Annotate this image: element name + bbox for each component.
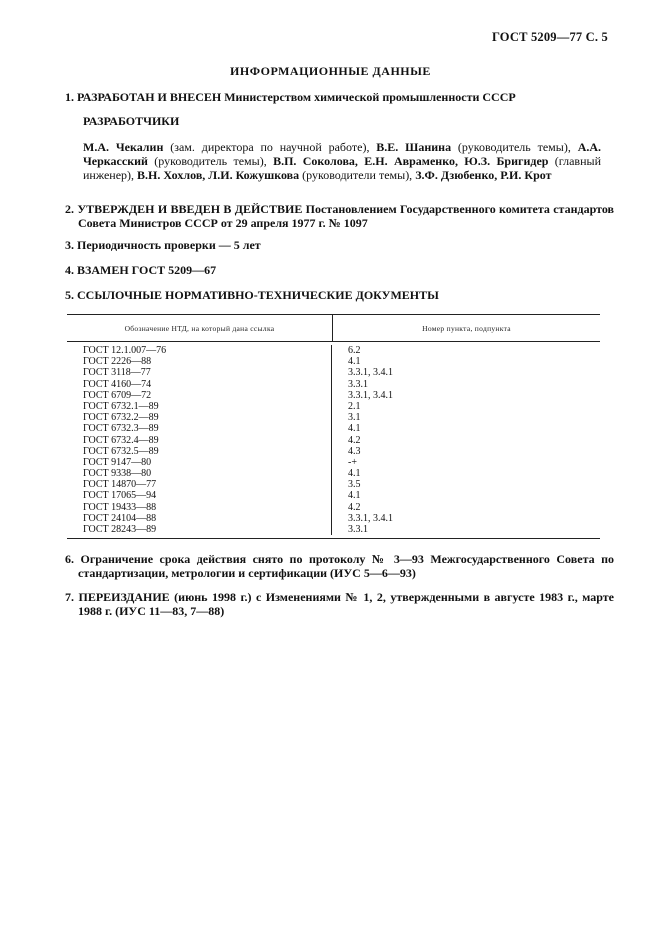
item-7-text: ПЕРЕИЗДАНИЕ (июнь 1998 г.) с Изменениями № 1, 2, утвержденными в августе 1983 г., марте 1988 г. (ИУС 11—83, 7—88) [78, 590, 615, 618]
reference-documents-table [67, 314, 600, 539]
developer-name: М.А. Чекалин [83, 140, 164, 154]
developers-heading: РАЗРАБОТЧИКИ [83, 114, 180, 128]
developers-list [83, 140, 601, 182]
table-cell-clause: 3.3.1, 3.4.1 [348, 512, 393, 524]
developer-role: (руководители темы), [299, 168, 416, 182]
item-7-number: 7. [65, 590, 74, 604]
item-5-text: ССЫЛОЧНЫЕ НОРМАТИВНО-ТЕХНИЧЕСКИЕ ДОКУМЕНТЫ [77, 288, 439, 302]
table-cell-clause: 4.1 [348, 356, 361, 368]
developer-name: В.Н. Хохлов, Л.И. Кожушкова [137, 168, 300, 182]
item-4-number: 4. [65, 263, 74, 277]
developer-name: В.Е. Шанина [376, 140, 452, 154]
table-cell-document: ГОСТ 6732.1—89 [83, 400, 159, 412]
table-cell-document: ГОСТ 6732.4—89 [83, 434, 159, 446]
item-6-text: Ограничение срока действия снято по протоколу № 3—93 Межгосударственного Совета по стандартизации, метрологии и сертификации (ИУС 5—6—93) [78, 552, 614, 580]
item-4-text: ВЗАМЕН ГОСТ 5209—67 [77, 263, 217, 277]
page-header-code: ГОСТ 5209—77 С. 5 [491, 30, 608, 44]
developer-role: (главный инженер), [83, 154, 601, 182]
table-cell-document: ГОСТ 6732.5—89 [83, 445, 159, 457]
table-cell-clause: 3.3.1 [348, 378, 368, 390]
item-2-bold: УТВЕРЖДЕН И ВВЕДЕН В ДЕЙСТВИЕ [77, 202, 303, 216]
table-cell-document: ГОСТ 12.1.007—76 [83, 345, 167, 356]
table-cell-document: ГОСТ 2226—88 [83, 356, 152, 368]
table-column-clauses [332, 345, 600, 535]
developer-name: А.А. Черкасский [83, 140, 602, 168]
table-cell-clause: 3.3.1 [348, 524, 368, 535]
table-cell-clause: 4.1 [348, 490, 361, 502]
table-cell-clause: 6.2 [348, 345, 361, 356]
table-cell-clause: -+ [348, 456, 357, 468]
table-cell-clause: 4.2 [348, 501, 361, 513]
item-5-references [65, 288, 601, 302]
table-cell-clause: 3.3.1, 3.4.1 [348, 389, 393, 401]
item-4-replaces [65, 263, 601, 277]
table-cell-document: ГОСТ 6709—72 [83, 389, 152, 401]
item-2-number: 2. [65, 202, 74, 216]
table-cell-document: ГОСТ 14870—77 [83, 479, 157, 491]
item-2-approved [65, 202, 614, 230]
developer-role: (руководитель темы), [147, 154, 274, 168]
item-3-text: Периодичность проверки — 5 лет [77, 238, 261, 252]
table-cell-document: ГОСТ 3118—77 [83, 367, 151, 379]
item-3-review-period [65, 238, 601, 252]
table-cell-document: ГОСТ 9147—80 [83, 456, 152, 468]
section-title: ИНФОРМАЦИОННЫЕ ДАННЫЕ [230, 64, 431, 78]
developer-role: (руководитель темы), [451, 140, 578, 154]
developer-name: З.Ф. Дзюбенко, Р.И. Крот [415, 168, 552, 182]
item-7-reissue [65, 590, 614, 618]
table-cell-clause: 4.1 [348, 423, 361, 435]
table-cell-document: ГОСТ 6732.3—89 [83, 423, 159, 435]
table-cell-document: ГОСТ 9338—80 [83, 468, 152, 480]
table-cell-document: ГОСТ 4160—74 [83, 378, 152, 390]
table-body [67, 342, 600, 538]
table-cell-document: ГОСТ 24104—88 [83, 512, 157, 524]
item-1-developed-by [65, 90, 601, 104]
item-1-bold: РАЗРАБОТАН И ВНЕСЕН [77, 90, 222, 104]
item-3-number: 3. [65, 238, 74, 252]
table-cell-clause: 4.3 [348, 445, 361, 457]
item-6-number: 6. [65, 552, 74, 566]
table-cell-document: ГОСТ 17065—94 [83, 490, 157, 502]
table-column-documents [67, 345, 332, 535]
item-5-number: 5. [65, 288, 74, 302]
table-cell-document: ГОСТ 6732.2—89 [83, 412, 159, 424]
table-cell-clause: 3.5 [348, 479, 361, 491]
table-cell-clause: 3.3.1, 3.4.1 [348, 367, 393, 379]
item-2-text: Постановлением Государственного комитета стандартов Совета Министров СССР от 29 апреля 1977 г. № 1097 [78, 202, 615, 230]
item-1-number: 1. [65, 90, 74, 104]
table-cell-document: ГОСТ 19433—88 [83, 501, 157, 513]
table-cell-clause: 4.1 [348, 468, 361, 480]
table-cell-document: ГОСТ 28243—89 [83, 524, 157, 535]
developer-role: (зам. директора по научной работе), [163, 140, 377, 154]
table-header [67, 315, 600, 342]
developer-name: В.П. Соколова, Е.Н. Авраменко, Ю.З. Бригидер [273, 154, 549, 168]
table-header-clause: Номер пункта, подпункта [422, 323, 511, 333]
table-header-document: Обозначение НТД, на который дана ссылка [67, 315, 333, 341]
item-6-validity [65, 552, 614, 580]
table-cell-clause: 2.1 [348, 400, 361, 412]
item-1-text: Министерством химической промышленности СССР [221, 90, 516, 104]
table-cell-clause: 3.1 [348, 412, 361, 424]
table-cell-clause: 4.2 [348, 434, 361, 446]
